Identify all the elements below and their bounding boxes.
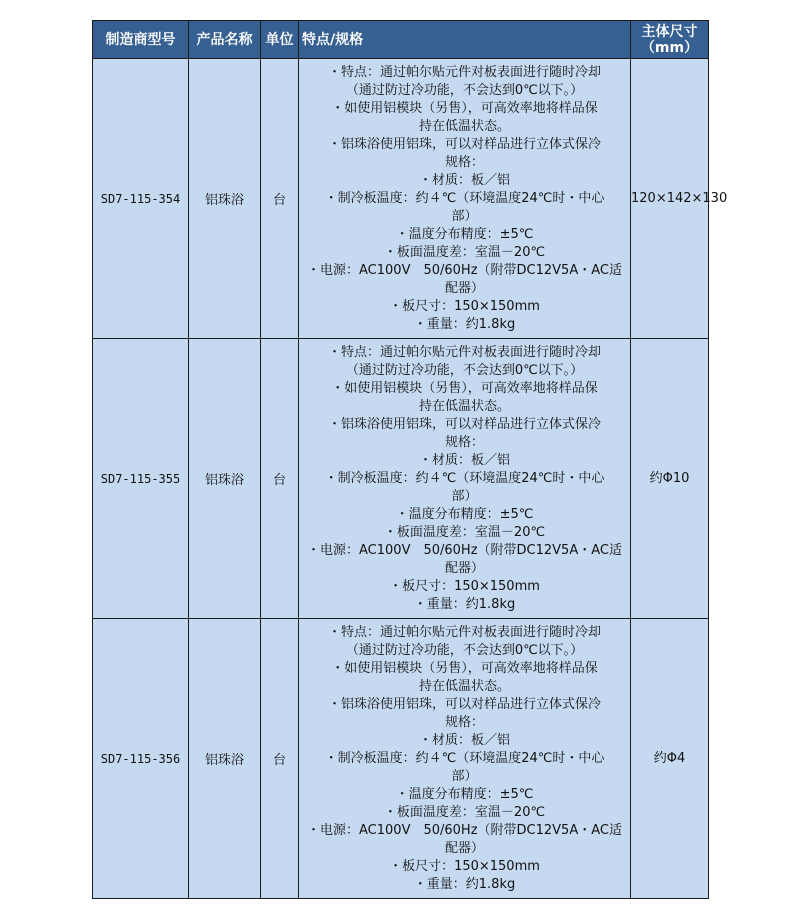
- spec-line: 持在低温状态。: [418, 678, 510, 694]
- spec-line: 规格：: [444, 434, 484, 450]
- cell-spec: [299, 339, 631, 619]
- spec-line: ・铝珠浴使用铝珠，可以对样品进行立体式保冷: [327, 696, 601, 712]
- spec-line: ・材质：板／铝: [418, 452, 510, 468]
- spec-line: ・重量：约1.8kg: [413, 316, 516, 332]
- spec-line: ・板面温度差：室温－20℃: [383, 524, 546, 540]
- spec-line: 持在低温状态。: [418, 398, 510, 414]
- spec-line: ・温度分布精度：±5℃: [395, 226, 534, 242]
- spec-line: ・铝珠浴使用铝珠，可以对样品进行立体式保冷: [327, 416, 601, 432]
- spec-line: ・板尺寸：150×150mm: [389, 578, 540, 594]
- table-header-row: [93, 21, 709, 59]
- spec-line: ・特点：通过帕尔贴元件对板表面进行随时冷却: [327, 624, 601, 640]
- spec-line: ・特点：通过帕尔贴元件对板表面进行随时冷却: [327, 344, 601, 360]
- spec-line: ・如使用铝模块（另售），可高效率地将样品保: [331, 660, 598, 676]
- spec-line: ・如使用铝模块（另售），可高效率地将样品保: [331, 100, 598, 116]
- spec-line: ・电源：AC100V 50/60Hz（附带DC12V5A・AC适: [307, 822, 622, 838]
- spec-line: 规格：: [444, 154, 484, 170]
- spec-line: （通过防过冷功能，不会达到0℃以下。）: [345, 82, 584, 98]
- spec-line: ・铝珠浴使用铝珠，可以对样品进行立体式保冷: [327, 136, 601, 152]
- cell-size: 120×142×130: [631, 59, 709, 339]
- spec-line: （通过防过冷功能，不会达到0℃以下。）: [345, 362, 584, 378]
- cell-model: SD7-115-354: [93, 59, 189, 339]
- header-model: 制造商型号: [93, 21, 189, 59]
- table-row: [93, 59, 709, 339]
- spec-line: 配器）: [444, 280, 484, 296]
- header-size: [631, 21, 709, 59]
- header-size-line1: 主体尺寸: [641, 23, 698, 40]
- header-size-line2: （mm）: [640, 39, 699, 56]
- cell-unit: 台: [261, 59, 299, 339]
- spec-line: ・温度分布精度：±5℃: [395, 506, 534, 522]
- cell-unit: 台: [261, 619, 299, 899]
- header-spec: 特点/规格: [299, 21, 631, 59]
- spec-line: ・温度分布精度：±5℃: [395, 786, 534, 802]
- spec-line: ・制冷板温度：约４℃（环境温度24℃时・中心: [324, 750, 605, 766]
- spec-line: 持在低温状态。: [418, 118, 510, 134]
- cell-name: 铝珠浴: [189, 619, 261, 899]
- header-name: 产品名称: [189, 21, 261, 59]
- cell-size: 约Φ4: [631, 619, 709, 899]
- spec-line: ・制冷板温度：约４℃（环境温度24℃时・中心: [324, 190, 605, 206]
- spec-line: 部）: [451, 768, 478, 784]
- header-unit: 单位: [261, 21, 299, 59]
- product-spec-table: [92, 20, 728, 899]
- cell-spec: [299, 59, 631, 339]
- spec-line: ・板尺寸：150×150mm: [389, 858, 540, 874]
- spec-line: ・如使用铝模块（另售），可高效率地将样品保: [331, 380, 598, 396]
- spec-line: ・材质：板／铝: [418, 732, 510, 748]
- spec-line: 配器）: [444, 560, 484, 576]
- spec-line: ・板面温度差：室温－20℃: [383, 244, 546, 260]
- cell-size: 约Φ10: [631, 339, 709, 619]
- cell-spec: [299, 619, 631, 899]
- spec-line: （通过防过冷功能，不会达到0℃以下。）: [345, 642, 584, 658]
- spec-line: ・板尺寸：150×150mm: [389, 298, 540, 314]
- cell-name: 铝珠浴: [189, 59, 261, 339]
- spec-line: ・板面温度差：室温－20℃: [383, 804, 546, 820]
- table-row: [93, 619, 709, 899]
- cell-name: 铝珠浴: [189, 339, 261, 619]
- spec-line: 部）: [451, 208, 478, 224]
- cell-model: SD7-115-355: [93, 339, 189, 619]
- table-row: [93, 339, 709, 619]
- spec-line: ・电源：AC100V 50/60Hz（附带DC12V5A・AC适: [307, 262, 622, 278]
- spec-line: ・电源：AC100V 50/60Hz（附带DC12V5A・AC适: [307, 542, 622, 558]
- cell-unit: 台: [261, 339, 299, 619]
- spec-line: ・重量：约1.8kg: [413, 596, 516, 612]
- spec-line: ・特点：通过帕尔贴元件对板表面进行随时冷却: [327, 64, 601, 80]
- cell-model: SD7-115-356: [93, 619, 189, 899]
- spec-line: ・材质：板／铝: [418, 172, 510, 188]
- spec-line: 规格：: [444, 714, 484, 730]
- spec-line: ・制冷板温度：约４℃（环境温度24℃时・中心: [324, 470, 605, 486]
- spec-line: ・重量：约1.8kg: [413, 876, 516, 892]
- spec-line: 部）: [451, 488, 478, 504]
- spec-line: 配器）: [444, 840, 484, 856]
